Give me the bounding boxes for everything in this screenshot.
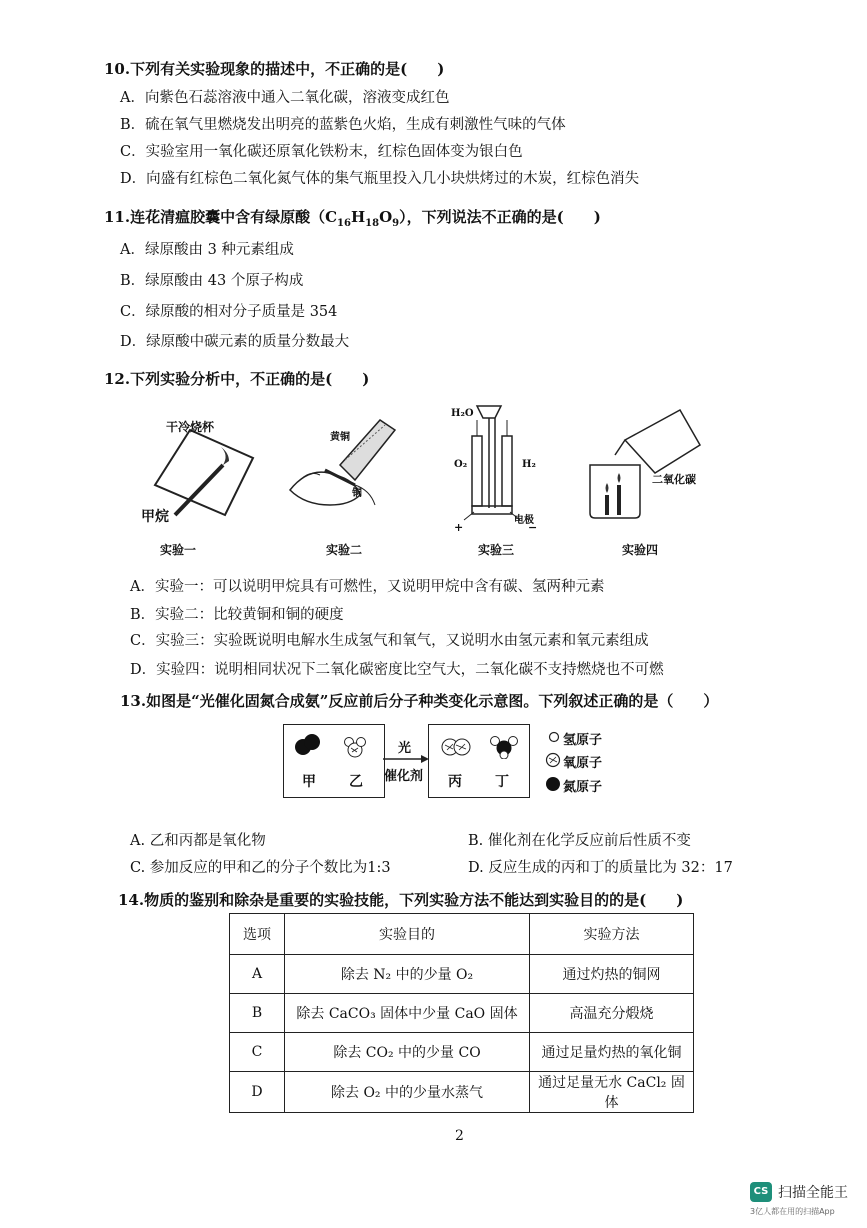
row-a-method: 通过灼热的铜网 (530, 955, 694, 994)
table-row (230, 1033, 694, 1072)
q11-option-d: D．绿原酸中碳元素的质量分数最大 (120, 334, 350, 350)
row-c-purpose: 除去 CO₂ 中的少量 CO (285, 1033, 530, 1072)
experiment-methods-table (229, 913, 694, 1113)
q13-option-c: C. 参加反应的甲和乙的分子个数比为1:3 (130, 860, 391, 876)
label-jia: 甲 (302, 774, 316, 790)
row-b-option: B (230, 994, 285, 1033)
legend-oxygen: 氧原子 (563, 756, 603, 771)
molecule-jia (293, 733, 323, 757)
label-electrode: 电极 (514, 515, 534, 526)
caption-experiment-three: 实验三 (478, 543, 515, 557)
caption-experiment-one: 实验一 (160, 543, 197, 557)
q10-option-b: B．硫在氧气里燃烧发出明亮的蓝紫色火焰，生成有刺激性气味的气体 (120, 117, 566, 133)
molecule-bing (440, 735, 474, 759)
caption-experiment-four: 实验四 (622, 543, 659, 557)
scanner-watermark (750, 1180, 862, 1220)
q11-sub-c: 16 (337, 218, 351, 229)
row-c-option: C (230, 1033, 285, 1072)
q13-stem: 13.如图是“光催化固氮合成氨”反应前后分子种类变化示意图。下列叙述正确的是（ ） (120, 692, 719, 710)
q11-stem-pre: 11.连花清瘟胶囊中含有绿原酸（C (104, 208, 338, 226)
table-row (230, 955, 694, 994)
label-bing: 丙 (448, 774, 462, 790)
header-option: 选项 (230, 914, 285, 955)
label-o2: O₂ (454, 459, 468, 470)
oxygen-atom-icon (545, 752, 561, 768)
row-d-method: 通过足量无水 CaCl₂ 固体 (530, 1072, 694, 1113)
label-methane: 甲烷 (141, 509, 169, 525)
q11-option-c: C．绿原酸的相对分子质量是 354 (120, 304, 338, 320)
q13-option-d: D. 反应生成的丙和丁的质量比为 32：17 (468, 860, 733, 876)
experiment-two-figure (285, 410, 405, 520)
label-h2: H₂ (522, 459, 536, 470)
q12-option-c: C．实验三：实验既说明电解水生成氢气和氧气，又说明水由氢元素和氧元素组成 (130, 633, 649, 649)
q10-option-d: D．向盛有红棕色二氧化氮气体的集气瓶里投入几小块烘烤过的木炭，红棕色消失 (120, 171, 640, 187)
label-h2o: H₂O (451, 408, 474, 419)
q11-h: H (350, 208, 366, 226)
legend-nitrogen: 氮原子 (563, 780, 603, 795)
label-dry-cold-beaker: 干冷烧杯 (166, 420, 215, 434)
label-brass: 黄铜 (330, 432, 350, 443)
scanner-logo-icon: CS (750, 1182, 772, 1202)
row-a-purpose: 除去 N₂ 中的少量 O₂ (285, 955, 530, 994)
scanner-slogan: 3亿人都在用的扫描App (750, 1207, 835, 1216)
row-d-purpose: 除去 O₂ 中的少量水蒸气 (285, 1072, 530, 1113)
table-header-row (230, 914, 694, 955)
row-b-purpose: 除去 CaCO₃ 固体中少量 CaO 固体 (285, 994, 530, 1033)
table-row (230, 994, 694, 1033)
q12-option-d: D．实验四：说明相同状况下二氧化碳密度比空气大，二氧化碳不支持燃烧也不可燃 (130, 662, 664, 678)
label-ding: 丁 (495, 774, 509, 790)
page-number: 2 (455, 1128, 464, 1144)
q10-stem: 10.下列有关实验现象的描述中，不正确的是( ) (104, 60, 445, 78)
q12-option-b: B．实验二：比较黄铜和铜的硬度 (130, 607, 344, 623)
q14-stem: 14.物质的鉴别和除杂是重要的实验技能，下列实验方法不能达到实验目的的是( ) (118, 891, 684, 909)
label-plus: + (454, 521, 464, 534)
q11-option-a: A．绿原酸由 3 种元素组成 (120, 242, 294, 258)
row-a-option: A (230, 955, 285, 994)
q11-option-b: B．绿原酸由 43 个原子构成 (120, 273, 304, 289)
q10-option-c: C．实验室用一氧化碳还原氧化铁粉末，红棕色固体变为银白色 (120, 144, 523, 160)
header-method: 实验方法 (530, 914, 694, 955)
label-catalyst: 催化剂 (384, 769, 424, 784)
q10-option-a: A．向紫色石蕊溶液中通入二氧化碳，溶液变成红色 (120, 90, 450, 106)
caption-experiment-two: 实验二 (326, 543, 363, 557)
legend-hydrogen: 氢原子 (563, 733, 603, 748)
q11-sub-h: 18 (365, 218, 380, 229)
experiment-four-figure (585, 405, 705, 525)
header-purpose: 实验目的 (285, 914, 530, 955)
scanner-app-name: 扫描全能王 (778, 1185, 848, 1201)
q11-o: O (379, 208, 393, 226)
q12-option-a: A．实验一：可以说明甲烷具有可燃性，又说明甲烷中含有碳、氢两种元素 (130, 579, 605, 595)
label-minus: − (528, 521, 538, 534)
label-co2: 二氧化碳 (652, 473, 696, 486)
q11-stem-post: ），下列说法不正确的是( ) (399, 208, 601, 226)
table-row (230, 1072, 694, 1113)
q11-sub-o: 9 (392, 218, 400, 229)
q12-stem: 12.下列实验分析中，不正确的是( ) (104, 370, 370, 388)
q11-stem (104, 206, 601, 229)
row-c-method: 通过足量灼热的氧化铜 (530, 1033, 694, 1072)
molecule-ding (487, 733, 521, 759)
molecule-yi (340, 733, 370, 759)
q13-option-a: A. 乙和丙都是氧化物 (130, 833, 266, 849)
label-light: 光 (398, 741, 412, 756)
nitrogen-atom-icon (545, 776, 561, 792)
hydrogen-atom-icon (547, 730, 561, 744)
label-copper: 铜 (352, 488, 362, 499)
label-yi: 乙 (349, 774, 363, 790)
q13-option-b: B. 催化剂在化学反应前后性质不变 (468, 833, 691, 849)
row-b-method: 高温充分煅烧 (530, 994, 694, 1033)
row-d-option: D (230, 1072, 285, 1113)
